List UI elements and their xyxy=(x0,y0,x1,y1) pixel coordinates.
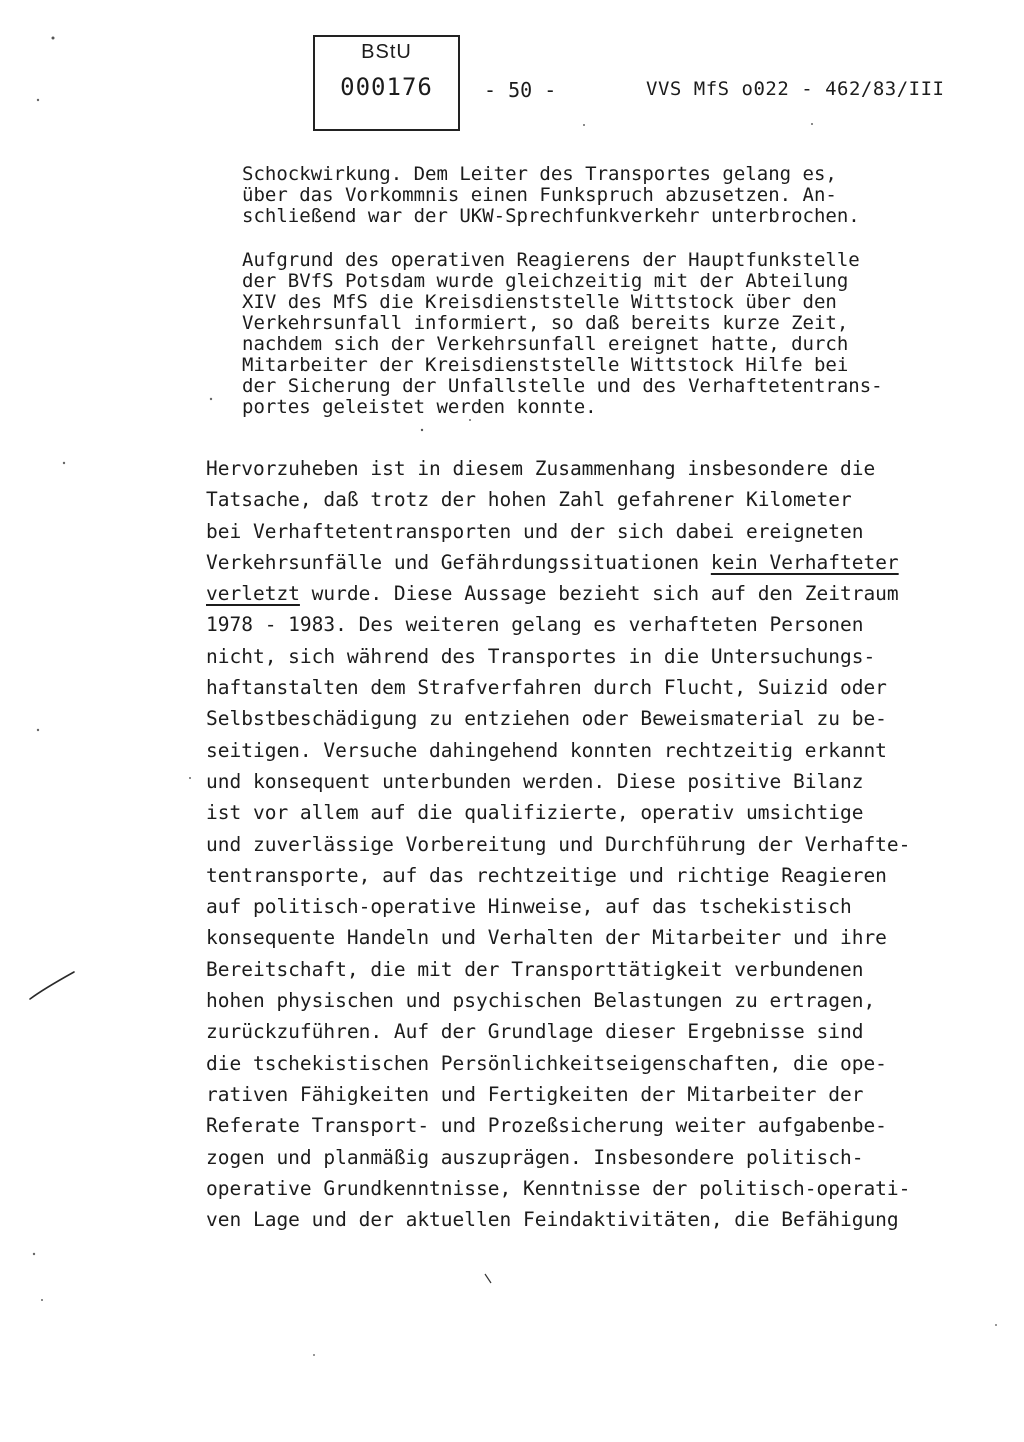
text-segment: Verkehrsunfälle und Gefährdungssituationen xyxy=(206,550,711,574)
text-line: und zuverlässige Vorbereitung und Durchführung der Verhafte- xyxy=(206,832,911,856)
text-line: nicht, sich während des Transportes in die Untersuchungs- xyxy=(206,644,876,668)
text-line: Mitarbeiter der Kreisdienststelle Wittstock Hilfe bei xyxy=(242,354,849,376)
underlined-text: kein Verhafteter xyxy=(710,550,899,574)
text-line: haftanstalten dem Strafverfahren durch Flucht, Suizid oder xyxy=(206,676,887,700)
margin-pencil-mark xyxy=(28,968,78,1002)
text-line: der Sicherung der Unfallstelle und des Verhaftetentrans- xyxy=(242,375,883,397)
text-segment: wurde. Diese Aussage bezieht sich auf den Zeitraum xyxy=(299,582,899,606)
text-line: tentransporte, auf das rechtzeitige und richtige Reagieren xyxy=(206,863,887,887)
text-line: Tatsache, daß trotz der hohen Zahl gefahrener Kilometer xyxy=(206,488,852,512)
text-line: und konsequent unterbunden werden. Diese positive Bilanz xyxy=(206,769,864,793)
text-line: die tschekistischen Persönlichkeitseigenschaften, die ope- xyxy=(206,1051,887,1075)
quote-paragraph-1 xyxy=(242,164,942,227)
text-line: portes geleistet werden konnte. xyxy=(242,396,597,418)
text-line: hohen physischen und psychischen Belastungen zu ertragen, xyxy=(206,989,876,1013)
text-line: 1978 - 1983. Des weiteren gelang es verhafteten Personen xyxy=(206,613,864,637)
text-line: Aufgrund des operativen Reagierens der Hauptfunkstelle xyxy=(242,249,860,271)
text-line: ven Lage und der aktuellen Feindaktivitäten, die Befähigung xyxy=(206,1208,899,1232)
text-line: konsequente Handeln und Verhalten der Mitarbeiter und ihre xyxy=(206,926,887,950)
text-line-with-emphasis xyxy=(206,547,976,578)
text-line: Selbstbeschädigung zu entziehen oder Beweismaterial zu be- xyxy=(206,707,887,731)
page-number: - 50 - xyxy=(484,78,557,102)
text-line-with-emphasis xyxy=(206,578,976,609)
text-line: ist vor allem auf die qualifizierte, operativ umsichtige xyxy=(206,801,864,825)
text-line: schließend war der UKW-Sprechfunkverkehr unterbrochen. xyxy=(242,205,860,227)
archive-stamp xyxy=(313,35,460,131)
text-line: über das Vorkommnis einen Funkspruch abzusetzen. An- xyxy=(242,184,837,206)
document-reference: VVS MfS o022 - 462/83/III xyxy=(646,78,945,100)
text-line: zurückzuführen. Auf der Grundlage dieser Ergebnisse sind xyxy=(206,1020,864,1044)
stamp-number: 000176 xyxy=(340,73,433,101)
text-line: der BVfS Potsdam wurde gleichzeitig mit der Abteilung xyxy=(242,270,849,292)
quote-paragraph-2 xyxy=(242,250,942,418)
text-line: Referate Transport- und Prozeßsicherung weiter aufgabenbe- xyxy=(206,1114,887,1138)
text-line: Schockwirkung. Dem Leiter des Transportes gelang es, xyxy=(242,163,837,185)
text-line: zogen und planmäßig auszuprägen. Insbesondere politisch- xyxy=(206,1145,864,1169)
text-line: auf politisch-operative Hinweise, auf das tschekistisch xyxy=(206,895,852,919)
text-line: XIV des MfS die Kreisdienststelle Wittstock über den xyxy=(242,291,837,313)
text-line: rativen Fähigkeiten und Fertigkeiten der Mitarbeiter der xyxy=(206,1082,864,1106)
text-line: seitigen. Versuche dahingehend konnten rechtzeitig erkannt xyxy=(206,738,887,762)
underlined-text: verletzt xyxy=(206,582,300,606)
text-line: Hervorzuheben ist in diesem Zusammenhang insbesondere die xyxy=(206,457,876,480)
text-line: Verkehrsunfall informiert, so daß bereits kurze Zeit, xyxy=(242,312,849,334)
main-paragraph xyxy=(206,453,976,1235)
stamp-agency: BStU xyxy=(361,41,412,63)
text-line: operative Grundkenntnisse, Kenntnisse der politisch-operati- xyxy=(206,1176,911,1200)
text-line: Bereitschaft, die mit der Transporttätigkeit verbundenen xyxy=(206,957,864,981)
text-line: nachdem sich der Verkehrsunfall ereignet hatte, durch xyxy=(242,333,849,355)
text-line: bei Verhaftetentransporten und der sich dabei ereigneten xyxy=(206,519,864,543)
